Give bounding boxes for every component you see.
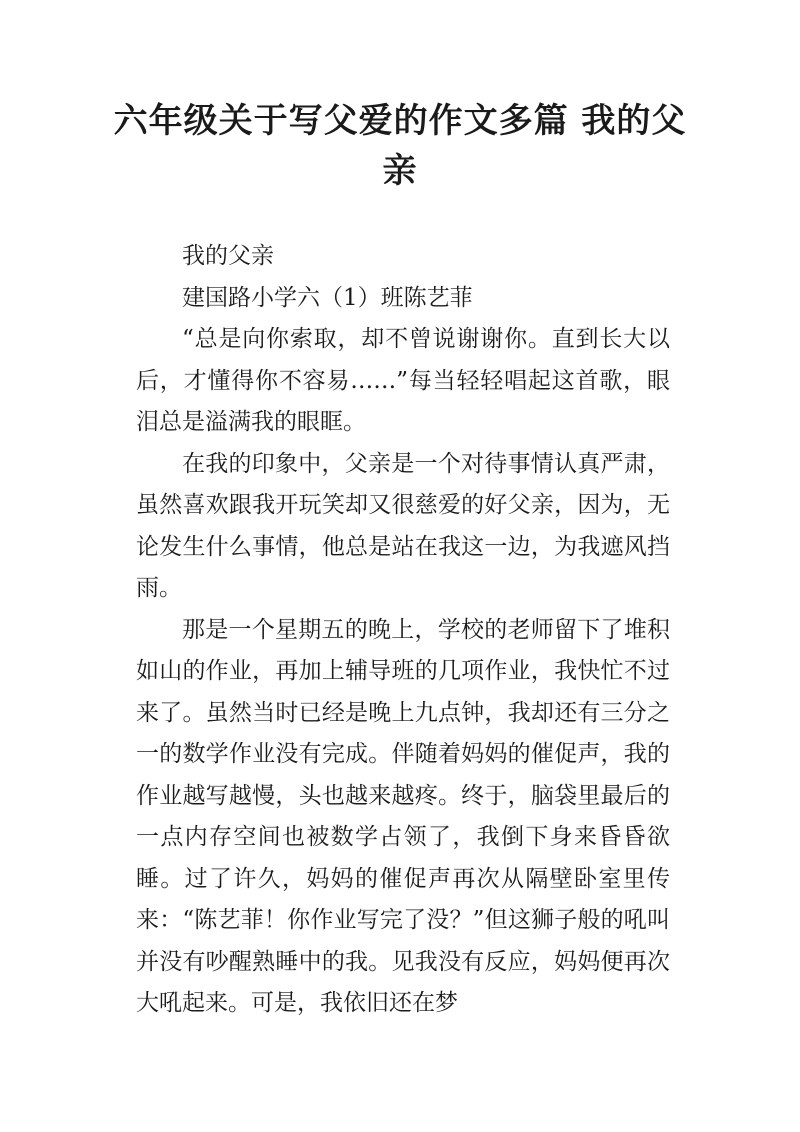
- author-line: 建国路小学六（1）班陈艺菲: [182, 284, 473, 311]
- body-paragraph: 那是一个星期五的晚上，学校的老师留下了堆积如山的作业，再加上辅导班的几项作业，我快忙不过来了。虽然当时已经是晚上九点钟，我却还有三分之一的数学作业没有完成。伴随着妈妈的催促声，我的作业越写越慢，头也越来越疼。终于，脑袋里最后的一点内存空间也被数学占领了，我倒下身来昏昏欲睡。过了许久，妈妈的催促声再次从隔壁卧室里传来：“陈艺菲！你作业写完了没？”但这狮子般的吼叫并没有吵醒熟睡中的我。见我没有反应，妈妈便再次大吼起来。可是，我依旧还在梦: [136, 616, 670, 1016]
- document-body: [136, 236, 670, 1025]
- body-paragraph: “总是向你索取，却不曾说谢谢你。直到长大以后，才懂得你不容易……”每当轻轻唱起这首歌，眼泪总是溢满我的眼眶。: [136, 326, 670, 435]
- body-paragraph: 在我的印象中，父亲是一个对待事情认真严肃，虽然喜欢跟我开玩笑却又很慈爱的好父亲，因为，无论发生什么事情，他总是站在我这一边，为我遮风挡雨。: [136, 450, 670, 601]
- essay-heading: 我的父亲: [182, 243, 274, 269]
- document-title: 六年级关于写父爱的作文多篇 我的父亲: [113, 101, 687, 191]
